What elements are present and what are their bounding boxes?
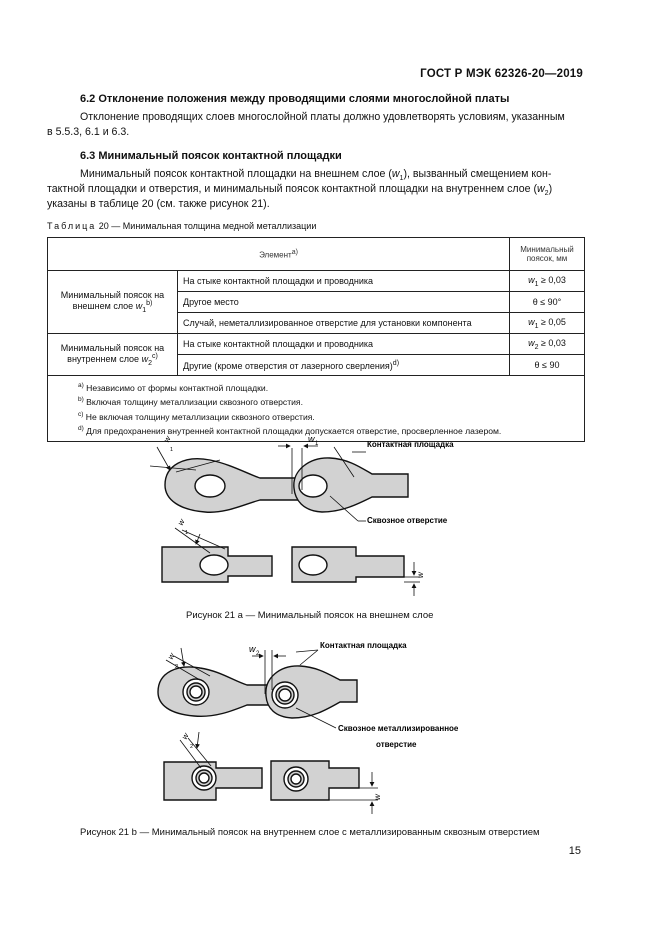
outer-round-pad-offset-b: [294, 458, 408, 512]
footnote-a: $^{a)}$ Независимо от формы контактной площадки.: [78, 382, 269, 393]
table-header-element: Элемент$^{a)}$: [48, 238, 510, 271]
section-6-2-title: 6.2 Отклонение положения между проводящими слоями многослойной платы: [80, 93, 510, 105]
w2-label-b1: w: [165, 651, 177, 661]
table-cell-value: θ ≤ 90°: [510, 292, 585, 313]
table-cell-desc: Случай, неметаллизированное отверстие для установки компонента: [178, 313, 510, 334]
page-number: 15: [568, 845, 581, 857]
inner-square-pad-offset-a: [164, 762, 262, 800]
footnote-b: $^{b)}$ Включая толщину металлизации сквозного отверстия.: [78, 396, 303, 408]
label-contact-pad-a: Контактная площадка: [367, 440, 454, 449]
w1-label-a1: w: [161, 434, 173, 444]
figure-21b-caption: Рисунок 21 b — Минимальный поясок на внутреннем слое с металлизированным сквозным отверстием: [80, 827, 540, 838]
w2-label-b4: w: [373, 794, 382, 800]
w2-sub-b3: 2: [190, 744, 194, 750]
section-6-3-line3: указаны в таблице 20 (см. также рисунок 21).: [47, 198, 270, 210]
figure-21a-caption: Рисунок 21 а — Минимальный поясок на внешнем слое: [186, 610, 434, 621]
table-cell-desc: Другие (кроме отверстия от лазерного сверления)$^{d)}$: [178, 355, 510, 376]
w2-label-b3: w: [179, 731, 191, 741]
w1-label-a4: w: [416, 572, 425, 578]
table-cell-value: $w_1 \ge 0,03$: [510, 271, 585, 292]
outer-square-pad-offset-b: [292, 547, 404, 582]
table-header-min-ring: Минимальный поясок, мм: [510, 238, 585, 271]
table-group-inner-layer: Минимальный поясок на внутреннем слое $w_2^{c)}$: [48, 334, 178, 376]
table-cell-desc: На стыке контактной площадки и проводника: [178, 271, 510, 292]
w2-sub-b1: 2: [175, 664, 179, 670]
footnote-d: $^{d)}$ Для предохранения внутренней контактной площадки допускается отверстие, просверленное лазером.: [78, 425, 502, 436]
table-cell-desc: Другое место: [178, 292, 510, 313]
section-6-3-line1: Минимальный поясок контактной площадки на внешнем слое $(w_1)$, вызванный смещением кон-: [80, 168, 552, 183]
label-through-hole-a: Сквозное отверстие: [367, 516, 448, 525]
inner-square-pad-offset-b: [271, 761, 359, 800]
w1-label-a3: w: [175, 517, 187, 527]
table-cell-desc: На стыке контактной площадки и проводника: [178, 334, 510, 355]
w2-label-b2: w: [249, 644, 256, 654]
outer-round-pad-offset-a: [165, 459, 298, 513]
label-plated-hole-b-line2: отверстие: [376, 740, 417, 749]
section-6-3-title: 6.3 Минимальный поясок контактной площадки: [80, 150, 342, 162]
document-id: ГОСТ Р МЭК 62326-20—2019: [420, 68, 583, 80]
label-plated-hole-b-line1: Сквозное металлизированное: [338, 724, 459, 733]
table-group-outer-layer: Минимальный поясок на внешнем слое $w_1^{b)}$: [48, 271, 178, 334]
label-contact-pad-b: Контактная площадка: [320, 641, 407, 650]
inner-round-pad-offset-b: [266, 666, 357, 718]
w1-label-a2: w: [308, 434, 315, 444]
section-6-2-text-line1: Отклонение проводящих слоев многослойной платы должно удовлетворять условиям, указанным: [80, 111, 565, 123]
outer-square-pad-offset-a: [162, 547, 272, 582]
w2-sub-b2: 2: [256, 651, 260, 657]
table-cell-value: $w_1 \ge 0,05$: [510, 313, 585, 334]
w1-sub-a2: 1: [315, 441, 319, 447]
table-cell-value: $w_2 \ge 0,03$: [510, 334, 585, 355]
section-6-3-line2: тактной площадки и отверстия, и минимальный поясок контактной площадки на внутреннем слое $(w_2)$: [47, 183, 553, 198]
w1-sub-a3: 1: [185, 530, 189, 536]
table-cell-value: θ ≤ 90: [510, 355, 585, 376]
section-6-2-text-line2: в 5.5.3, 6.1 и 6.3.: [47, 126, 130, 138]
footnote-c: $^{c)}$ Не включая толщину металлизации сквозного отверстия.: [78, 410, 315, 422]
table-caption: Таблица 20 — Минимальная толщина медной металлизации: [47, 221, 317, 231]
w1-sub-a1: 1: [170, 447, 174, 453]
